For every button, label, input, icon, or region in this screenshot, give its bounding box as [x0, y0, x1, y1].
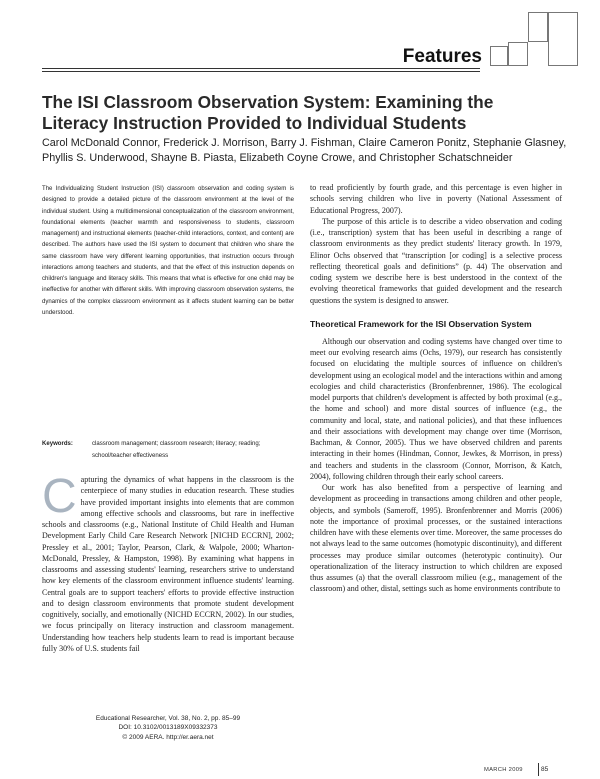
body-paragraph: Although our observation and coding systems have changed over time to meet our evolving research aims (Ochs, 1979), our research has consistently focused on elucidating the multiple sources of influence on children's development using an ecological model and the interactions within and among ecologies and child characteristics (Bronfenbrenner, 1986). The ecological model purports that children's development is affected by both proximal (e.g., the home and school) and more distal sources of influence (e.g., the community and local, state, and national policies), and that these influences and their associations with development may change over time (Morrison, Bachman, & Connor, 2005). Thus we have observed children and parents interacting in their homes (Hindman, Connor, Jewkes, & Morrison, in press) and teachers and students in the classroom (Connor, Morrison, & Katch, 2004), following children through their early school careers. — [310, 336, 562, 481]
keywords — [42, 439, 294, 462]
section-heading: Theoretical Framework for the ISI Observation System — [310, 318, 532, 329]
right-column — [310, 182, 562, 595]
citation-block — [42, 714, 294, 742]
body-paragraph: The purpose of this article is to describe a video observation and coding (i.e., transcription) system that has been useful in describing a range of classroom environments as they predict students' literacy growth. In 1979, Elinor Ochs observed that “transcription [or coding] is a selective process reflecting theoretical goals and definitions” (p. 44) The observation and coding system we describe here is best understood in the context of the evolving theoretical frameworks that guided development and the research questions the system is designed to answer. — [310, 216, 562, 305]
header-rule — [42, 71, 480, 72]
body-paragraph: Our work has also benefited from a perspective of learning and development as proceeding in transactions among children and other people, objects, and symbols (Sameroff, 1995). Bronfenbrenner and Morris (2006) note the importance of proximal processes, or the sustained interactions children have with these elements over time. Moreover, the same processes do not always lead to the same outcomes (homotypic discontinuity), and different processes may produce similar outcomes (heterotypic continuity). Our operationalization of the literacy instruction to which children are exposed thus assumes (a) that the overall classroom milieu (e.g., management of the classroom) and other, distal, settings such as home environments contribute to — [310, 483, 562, 594]
abstract: The Individualizing Student Instruction (ISI) classroom observation and coding system is designed to provide a detailed picture of the classroom environment at the level of the individual student. Using a multidimensional conceptualization of the classroom environment, foundational elements (teacher warmth and responsiveness to students, classroom management) and instructional elements (teacher-child interactions, context, and content) are described. The authors have used the ISI system to document that children who share the same classroom have very different learning opportunities, that instruction occurs through interactions among teachers and students, and that the effect of this instruction depends on children's language and literacy skills. This means that what is effective for one child may be ineffective for another with different skills. With improving classroom observation systems, the dynamics of the complex classroom environment as it affects student learning can be better understood. — [42, 186, 294, 316]
header-decoration-box — [548, 12, 578, 66]
article-title: The ISI Classroom Observation System: Examining the Literacy Instruction Provided to Individual Students — [42, 92, 494, 133]
header-decoration-box — [490, 46, 508, 66]
body-paragraph: to read proficiently by fourth grade, and this percentage is even higher in schools serving children who live in poverty (National Assessment of Educational Progress, 2007). — [310, 183, 562, 215]
header-decoration-box — [508, 42, 528, 66]
intro-column — [42, 470, 294, 654]
header-decoration-box — [528, 12, 548, 42]
keywords-label: Keywords: — [42, 441, 73, 447]
citation-doi: DOI: 10.3102/0013189X09332373 — [118, 724, 218, 732]
footer-date: MARCH 2009 — [484, 767, 523, 773]
keywords-text: classroom management; classroom research; literacy; reading; school/teacher effectiveness — [92, 441, 261, 459]
intro-paragraph: apturing the dynamics of what happens in the classroom is the centerpiece of many studies in education research. These studies have provided important insights into elements that are common among effective schools and classrooms, but rare in ineffective schools and classrooms (e.g., National Institute of Child Health and Human Development Early Child Care Research Network [NICHD ECCRN], 2002; Pressley et al., 2001; Taylor, Pearson, Clark, & Walpole, 2000; Wharton-McDonald, Pressley, & Hampston, 1998). By examining what happens in classrooms and assessing students' learning, researchers strive to understand how key elements of the classroom environment influence students' learning. Central goals are to support teachers' efforts to provide effective instruction and to design classroom environments that promote student development cognitively, socially, and emotionally (NICHD ECCRN, 2002). In our studies, we focus principally on literacy instruction and classroom management. Understanding how teachers help students learn to read is important because fully 30% of U.S. students fail — [42, 475, 294, 653]
footer-divider — [538, 763, 539, 776]
citation-journal: Educational Researcher, Vol. 38, No. 2, pp. 85–99 — [95, 715, 241, 722]
drop-cap: C — [42, 470, 77, 523]
citation-copyright: © 2009 AERA. http://er.aera.net — [122, 733, 214, 741]
article-authors: Carol McDonald Connor, Frederick J. Morrison, Barry J. Fishman, Claire Cameron Ponitz, Stephanie Glasney, Phyllis S. Underwood, Shayne B. Piasta, Elizabeth Coyne Crowe, and Christopher Schatschneider — [42, 137, 567, 164]
page-number: 85 — [541, 766, 549, 773]
header-rule — [42, 68, 480, 69]
section-label: Features — [402, 46, 482, 67]
